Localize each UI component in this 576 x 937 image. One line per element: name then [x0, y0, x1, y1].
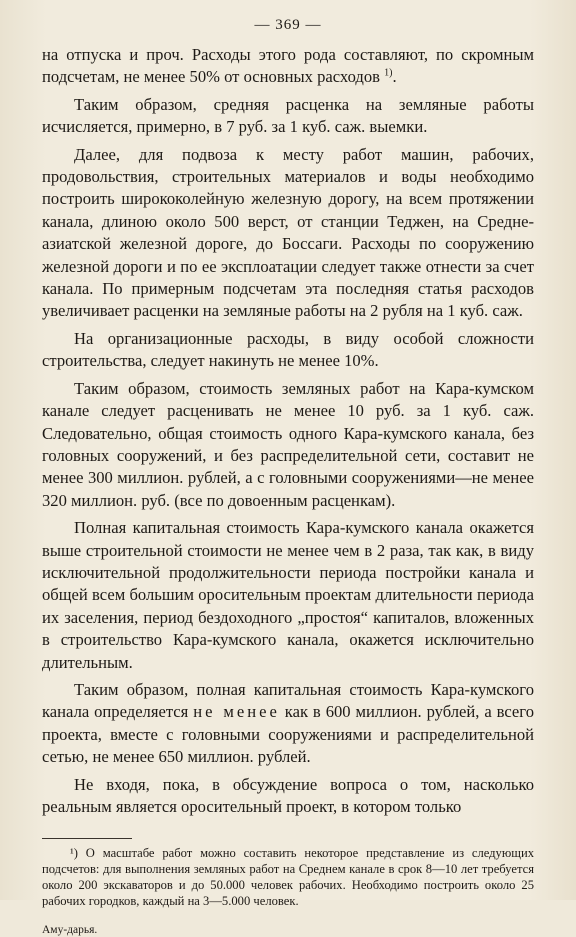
- paragraph: [42, 144, 534, 323]
- paragraph-text: Таким образом, средняя расценка на земляные работы исчисляется, примерно, в 7 руб. за 1 куб. саж. выемки.: [42, 94, 534, 137]
- paragraph: [42, 774, 534, 819]
- paragraph-text: Таким образом, стоимость земляных работ на Кара-кумском канале следует расценивать не менее 10 руб. за 1 куб. саж. Следовательно, общая стоимость одного Кара-кумского канала, без головных сооружений, и без распределительной сети, составит не менее 300 миллион. рублей, а с головными сооружениями—не менее 320 миллион. руб. (все по довоенным расценкам).: [42, 378, 534, 510]
- paragraph: [42, 679, 534, 769]
- paragraph-text: Таким образом, полная капитальная стоимость Кара-кумского канала определяется: [42, 679, 534, 722]
- paragraph-text: На организационные расходы, в виду особой сложности строительства, следует накинуть не менее 10%.: [42, 328, 534, 371]
- paragraph: [42, 378, 534, 512]
- paragraph: [42, 328, 534, 373]
- signature-mark: Аму-дарья.: [42, 924, 98, 937]
- paragraph: [42, 44, 534, 89]
- paragraph-text: Полная капитальная стоимость Кара-кумского канала окажется выше строительной стоимости не менее чем в 2 раза, так как, в виду исключительной продолжительности периода постройки канала и общей всем большим оросительным проектам длительности периода их заселения, период бездоходного „простоя“ капиталов, вложенных в строительство Кара-кумского канала, окажется исключительно длительным.: [42, 518, 534, 672]
- body-text: [42, 44, 534, 818]
- paragraph-text: на отпуска и проч. Расходы этого рода составляют, по скромным подсчетам, не менее 50% от основных расходов: [42, 45, 534, 87]
- paragraph: [42, 517, 534, 674]
- paragraph-text: как в 600 миллион. рублей, а всего проекта, вместе с головными сооружениями и распределительной сетью, не менее 650 миллион. рублей.: [42, 702, 534, 767]
- paragraph-text: Далее, для подвоза к месту работ машин, рабочих, продовольствия, строительных материалов и воды необходимо построить ширококолейную железную дорогу, на всем протяжении канала, длиною около 500 верст, от станции Теджен, на Средне-азиатской железной дороге, до Боссаги. Расходы по сооружению железной дороги и по ее эксплоатации следует также отнести за счет канала. По примерным подсчетам эта последняя статья расходов увеличивает расценки на земляные работы на 2 рубля на 1 куб. саж.: [42, 144, 534, 321]
- page-number: — 369 —: [254, 17, 322, 33]
- footnote-ref: 1): [384, 67, 393, 79]
- emphasis-text: не менее: [193, 702, 280, 722]
- paragraph-text: Не входя, пока, в обсуждение вопроса о том, насколько реальным является оросительный проект, в котором только: [42, 774, 534, 816]
- paragraph-text: .: [392, 67, 397, 87]
- footnote: ¹) О масштабе работ можно составить некоторое представление из следующих подсчетов: для выполнения земляных работ на Среднем канале в срок 8—10 лет требуется около 200 экскаваторов и до 50.000 человек рабочих. Необходимо построить около 25 рабочих городков, каждый на 3—5.000 человек.: [42, 846, 534, 909]
- paragraph: [42, 94, 534, 139]
- footnote-rule: [42, 838, 132, 839]
